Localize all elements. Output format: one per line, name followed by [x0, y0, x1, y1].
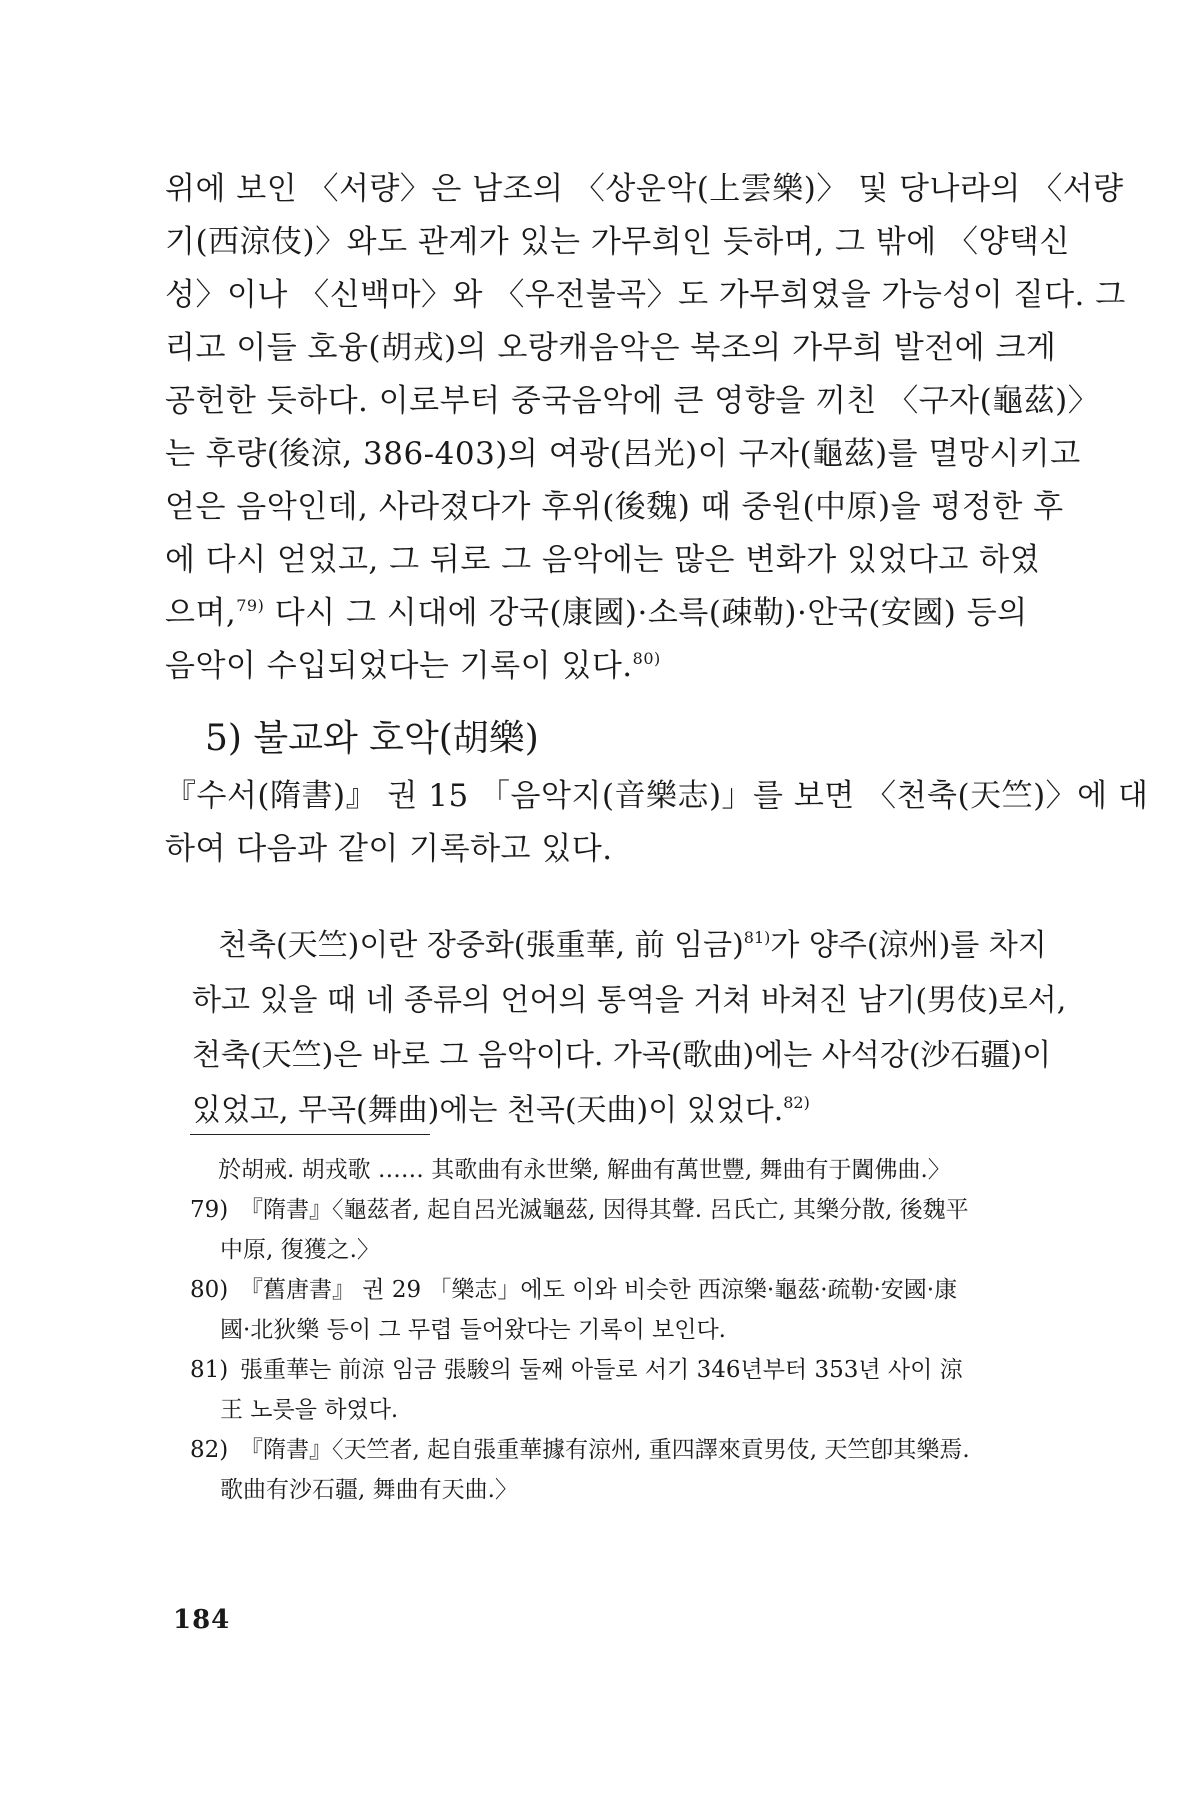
footnote-82-cont: 歌曲有沙石疆, 舞曲有天曲.〉 [220, 1477, 518, 1503]
quote-line [192, 1083, 1010, 1138]
intro-paragraph [165, 163, 1126, 693]
footnotes [190, 1150, 1030, 1510]
footnote-number: 82) [190, 1437, 229, 1463]
section-paragraph [165, 770, 1149, 876]
body-line: 기(西涼伎)〉와도 관계가 있는 가무희인 듯하며, 그 밖에 〈양택신 [165, 224, 1070, 260]
footnote-82 [190, 1430, 1030, 1470]
quote-text: 천축(天竺)이란 장중화(張重華, 前 임금) [218, 928, 744, 963]
footnote-ref-80: 80) [632, 649, 661, 668]
footnote-number: 80) [190, 1277, 229, 1303]
body-text: 음악이 수입되었다는 기록이 있다. [165, 648, 633, 684]
footnote-text: 『舊唐書』 권 29 「樂志」에도 이와 비슷한 西涼樂·龜茲·疏勒·安國·康 [240, 1277, 958, 1303]
body-line [165, 587, 1028, 640]
body-line: 하여 다음과 같이 기록하고 있다. [165, 831, 613, 867]
footnote-80-cont: 國·北狄樂 등이 그 무렵 들어왔다는 기록이 보인다. [220, 1317, 726, 1343]
quote-line: 하고 있을 때 네 종류의 언어의 통역을 거쳐 바쳐진 남기(男伎)로서, [192, 983, 1067, 1018]
page-number: 184 [173, 1605, 231, 1635]
footnote-text: 『隋書』〈天竺者, 起自張重華據有涼州, 重四譯來貢男伎, 天竺卽其樂焉. [240, 1437, 970, 1463]
footnote-ref-81: 81) [743, 928, 771, 947]
body-line: 에 다시 얻었고, 그 뒤로 그 음악에는 많은 변화가 있었다고 하였 [165, 542, 1041, 578]
footnote-continuation: 於胡戒. 胡戎歌 …… 其歌曲有永世樂, 解曲有萬世豐, 舞曲有于闐佛曲.〉 [218, 1157, 951, 1183]
quote-line [192, 918, 1047, 973]
body-line [165, 640, 1025, 693]
body-line: 리고 이들 호융(胡戎)의 오랑캐음악은 북조의 가무희 발전에 크게 [165, 330, 1057, 366]
body-line: 『수서(隋書)』 권 15 「음악지(音樂志)」를 보면 〈천축(天竺)〉에 대 [165, 778, 1149, 814]
footnote-80 [190, 1270, 1030, 1310]
body-line: 성〉이나 〈신백마〉와 〈우전불곡〉도 가무희였을 가능성이 짙다. 그 [165, 277, 1126, 313]
body-line: 공헌한 듯하다. 이로부터 중국음악에 큰 영향을 끼친 〈구자(龜茲)〉 [165, 383, 1100, 419]
block-quote [192, 918, 1067, 1138]
footnote-text: 『隋書』〈龜茲者, 起自呂光滅龜茲, 因得其聲. 呂氏亡, 其樂分散, 後魏平 [240, 1197, 969, 1223]
footnote-number: 79) [190, 1197, 229, 1223]
quote-text: 가 양주(涼州)를 차지 [770, 928, 1047, 963]
footnote-79 [190, 1190, 1030, 1230]
body-line: 는 후량(後涼, 386-403)의 여광(呂光)이 구자(龜茲)를 멸망시키고 [165, 436, 1081, 472]
section-heading: 5) 불교와 호악(胡樂) [205, 718, 539, 759]
footnote-divider [190, 1134, 430, 1135]
footnote-ref-82: 82) [783, 1093, 810, 1112]
quote-text: 있었고, 무곡(舞曲)에는 천곡(天曲)이 있었다. [192, 1093, 784, 1128]
footnote-79-cont: 中原, 復獲之.〉 [220, 1237, 380, 1263]
footnote-text: 張重華는 前涼 임금 張駿의 둘째 아들로 서기 346년부터 353년 사이 涼 [240, 1357, 963, 1383]
body-line: 위에 보인 〈서량〉은 남조의 〈상운악(上雲樂)〉 및 당나라의 〈서량 [165, 171, 1124, 207]
footnote-ref-79: 79) [236, 596, 265, 615]
quote-line: 천축(天竺)은 바로 그 음악이다. 가곡(歌曲)에는 사석강(沙石疆)이 [192, 1038, 1052, 1073]
footnote-81-cont: 王 노릇을 하였다. [220, 1397, 399, 1423]
footnote-81 [190, 1350, 1030, 1390]
body-line: 얻은 음악인데, 사라졌다가 후위(後魏) 때 중원(中原)을 평정한 후 [165, 489, 1064, 525]
footnote-number: 81) [190, 1357, 229, 1383]
body-text: 으며, [165, 595, 237, 631]
body-text: 다시 그 시대에 강국(康國)·소륵(疎勒)·안국(安國) 등의 [264, 595, 1028, 631]
